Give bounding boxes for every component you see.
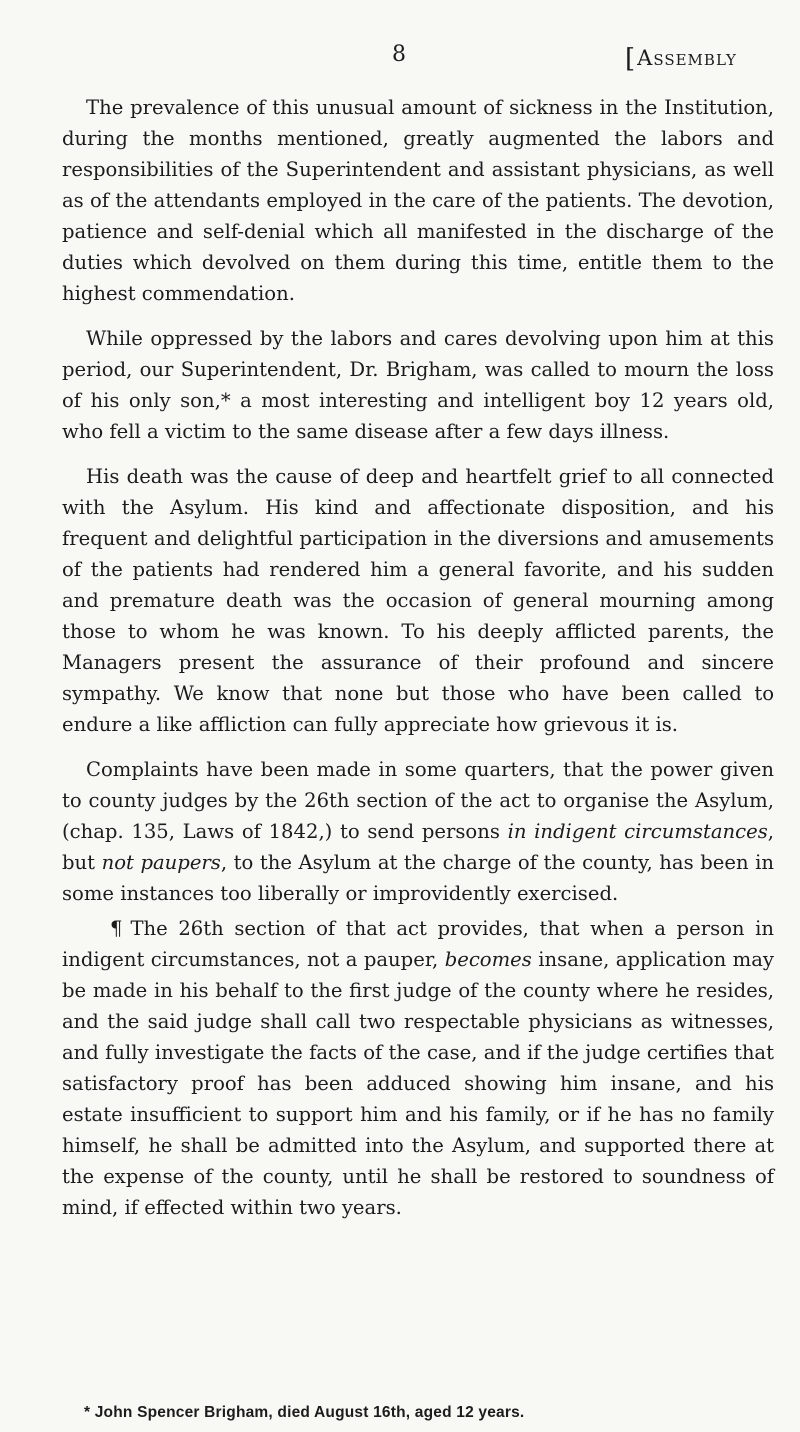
complaints-italic-1: in indigent circumstances [507, 820, 768, 843]
paragraph-section-26 [62, 913, 774, 1223]
body-text [62, 92, 774, 1223]
running-head [0, 34, 800, 74]
complaints-text-1: Complaints have been made in some quarters, that the power given to county judges by the 26th section of the act to organise the Asylum, (chap. 135, Laws of 1842,) to send persons [62, 758, 774, 843]
page-number: 8 [392, 42, 407, 67]
paragraph-sickness: The prevalence of this unusual amount of sickness in the Institution, during the months mentioned, greatly augmented the labors and responsibilities of the Superintendent and assistant physicians, as well as of the attendants employed in the care of the patients. The devotion, patience and self-denial which all manifested in the discharge of the duties which devolved on them during this time, entitle them to the highest commendation. [62, 96, 774, 305]
complaints-italic-2: not paupers [101, 851, 221, 874]
section-label [625, 42, 737, 72]
paragraph-death-grief: His death was the cause of deep and heartfelt grief to all connected with the Asylum. His kind and affectionate disposition, and his frequent and delightful participation in the diversions and amusements of the patients had rendered him a general favorite, and his sudden and premature death was the occasion of general mourning among those to whom he was known. To his deeply afflicted parents, the Managers present the assurance of their profound and sincere sympathy. We know that none but those who have been called to endure a like affliction can fully appreciate how grievous it is. [62, 465, 774, 736]
complaints-text-3: , to the Asylum at the charge of the county, has been in some instances too liberally or improvidently exercised. [62, 851, 775, 905]
section-label-text: Assembly [637, 46, 737, 70]
complaints-text-2: , but [62, 820, 774, 874]
paragraph-superintendent-loss: While oppressed by the labors and cares devolving upon him at this period, our Superintendent, Dr. Brigham, was called to mourn the loss of his only son,* a most interesting and intelligent boy 12 years old, who fell a victim to the same disease after a few days illness. [62, 327, 774, 443]
section-text-1: The 26th section of that act provides, that when a person in indigent circumstances, not a pauper, [62, 917, 774, 971]
footnote: * John Spencer Brigham, died August 16th, aged 12 years. [84, 1404, 525, 1421]
paragraph-complaints [62, 754, 774, 909]
section-text-2: insane, application may be made in his behalf to the first judge of the county where he resides, and the said judge shall call two respectable physicians as witnesses, and fully investigate the facts of the case, and if the judge certifies that satisfactory proof has been adduced showing him insane, and his estate insufficient to support him and his family, or if he has no family himself, he shall be admitted into the Asylum, and supported there at the expense of the county, until he shall be restored to soundness of mind, if effected within two years. [62, 948, 774, 1219]
section-italic-1: becomes [444, 948, 532, 971]
paragraph-mark: ¶ [110, 917, 123, 940]
section-label-bracket: [ [625, 44, 637, 74]
